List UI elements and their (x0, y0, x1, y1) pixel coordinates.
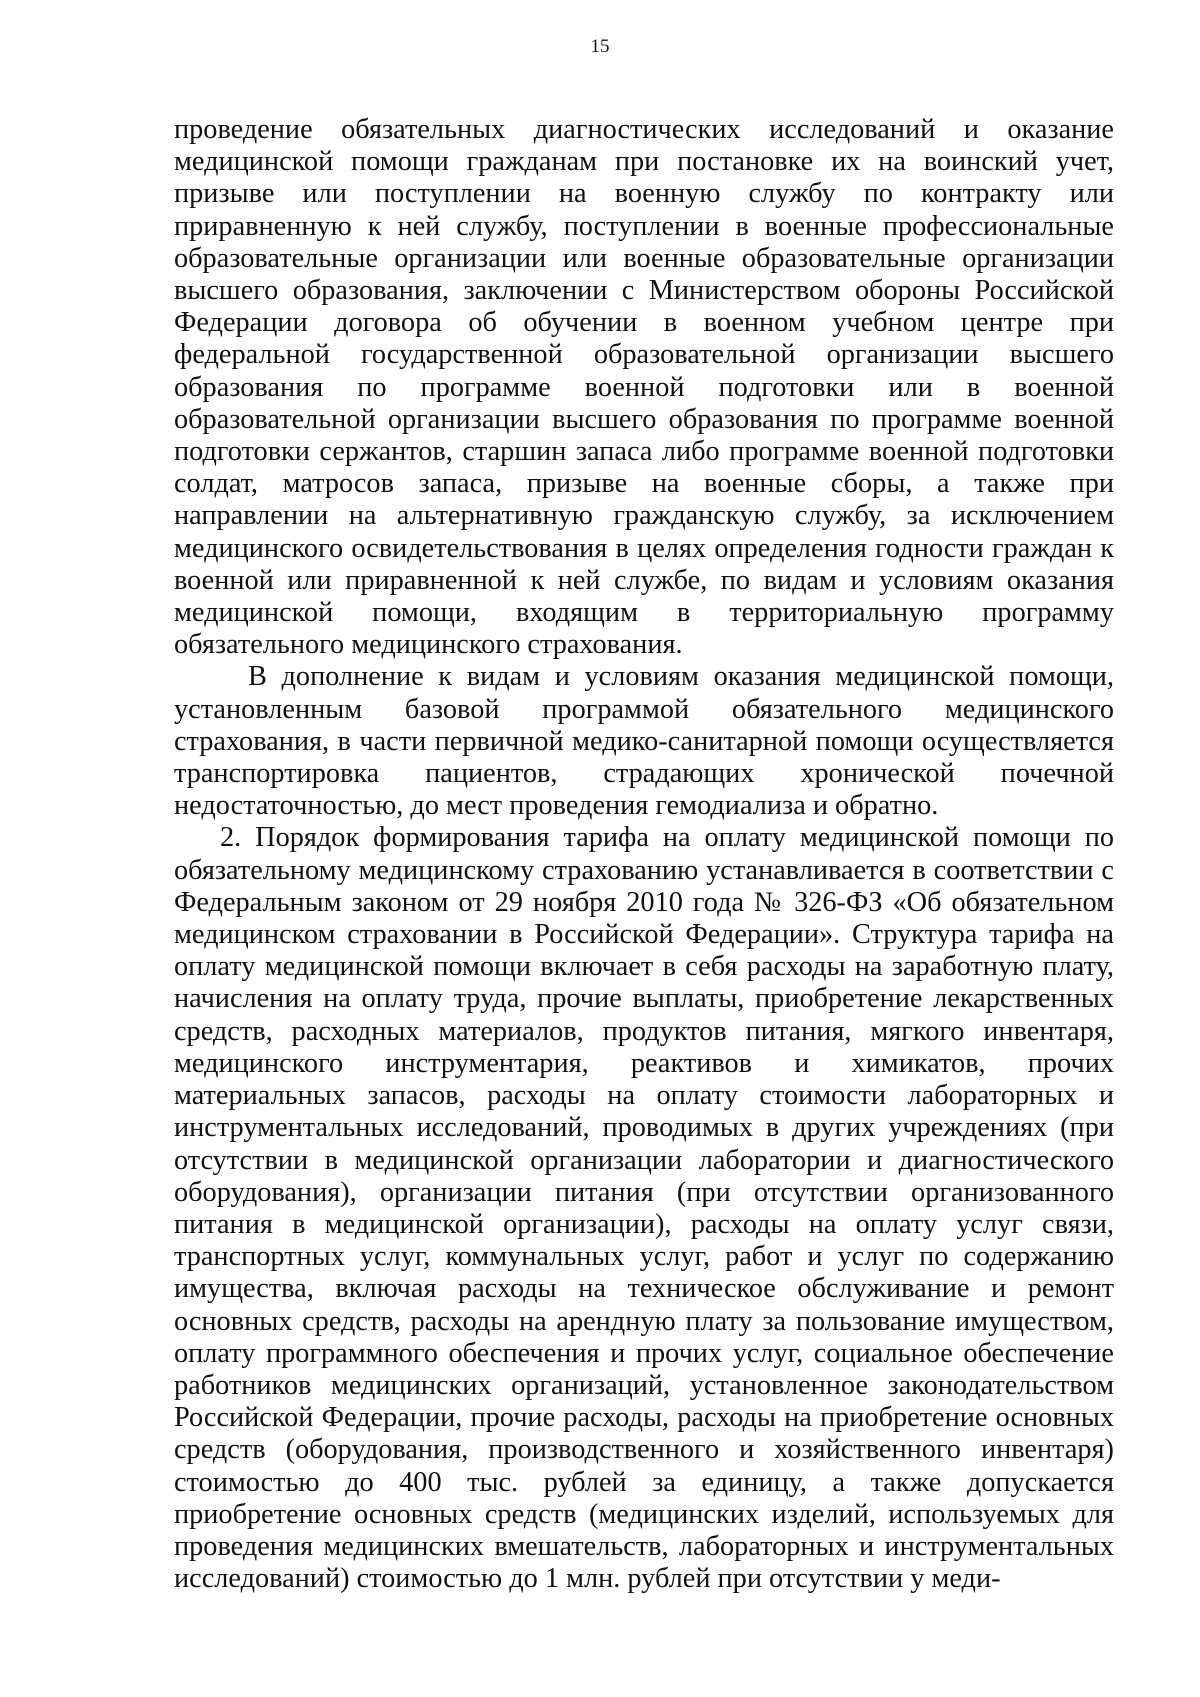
body-text (174, 114, 1114, 1595)
paragraph-tariff-order: 2. Порядок формирования тарифа на оплату медицинской помощи по обязательному медицинскому страхованию устанавливается в соответствии с Федеральным законом от 29 ноября 2010 года № 326-ФЗ «Об обязательном медицинском страховании в Российской Федерации». Структура тарифа на оплату медицинской помощи включает в себя расходы на заработную плату, начисления на оплату труда, прочие выплаты, приобретение лекарственных средств, расходных материалов, продуктов питания, мягкого инвентаря, медицинского инструментария, реактивов и химикатов, прочих материальных запасов, расходы на оплату стоимости лабораторных и инструментальных исследований, проводимых в других учреждениях (при отсутствии в медицинской организации лаборатории и диагностического оборудования), организации питания (при отсутствии организованного питания в медицинской организации), расходы на оплату услуг связи, транспортных услуг, коммунальных услуг, работ и услуг по содержанию имущества, включая расходы на техническое обслуживание и ремонт основных средств, расходы на арендную плату за пользование имуществом, оплату программного обеспечения и прочих услуг, социальное обеспечение работников медицинских организаций, установленное законодательством Российской Федерации, прочие расходы, расходы на приобретение основных средств (оборудования, производственного и хозяйственного инвентаря) стоимостью до 400 тыс. рублей за единицу, а также допускается приобретение основных средств (медицинских изделий, используемых для проведения медицинских вмешательств, лабораторных и инструментальных исследований) стоимостью до 1 млн. рублей при отсутствии у меди- (174, 822, 1114, 1595)
paragraph-continuation: проведение обязательных диагностических исследований и оказание медицинской помощи гражданам при постановке их на воинский учет, призыве или поступлении на военную службу по контракту или приравненную к ней службу, поступлении в военные профессиональные образовательные организации или военные образовательные организации высшего образования, заключении с Министерством обороны Российской Федерации договора об обучении в военном учебном центре при федеральной государственной образовательной организации высшего образования по программе военной подготовки или в военной образовательной организации высшего образования по программе военной подготовки сержантов, старшин запаса либо программе военной подготовки солдат, матросов запаса, призыве на военные сборы, а также при направлении на альтернативную гражданскую службу, за исключением медицинского освидетельствования в целях определения годности граждан к военной или приравненной к ней службе, по видам и условиям оказания медицинской помощи, входящим в территориальную программу обязательного медицинского страхования. (174, 114, 1114, 661)
page-number: 15 (590, 36, 610, 57)
paragraph-transportation: В дополнение к видам и условиям оказания медицинской помощи, установленным базовой программой обязательного медицинского страхования, в части первичной медико-санитарной помощи осуществляется транспортировка пациентов, страдающих хронической почечной недостаточностью, до мест проведения гемодиализа и обратно. (174, 661, 1114, 822)
